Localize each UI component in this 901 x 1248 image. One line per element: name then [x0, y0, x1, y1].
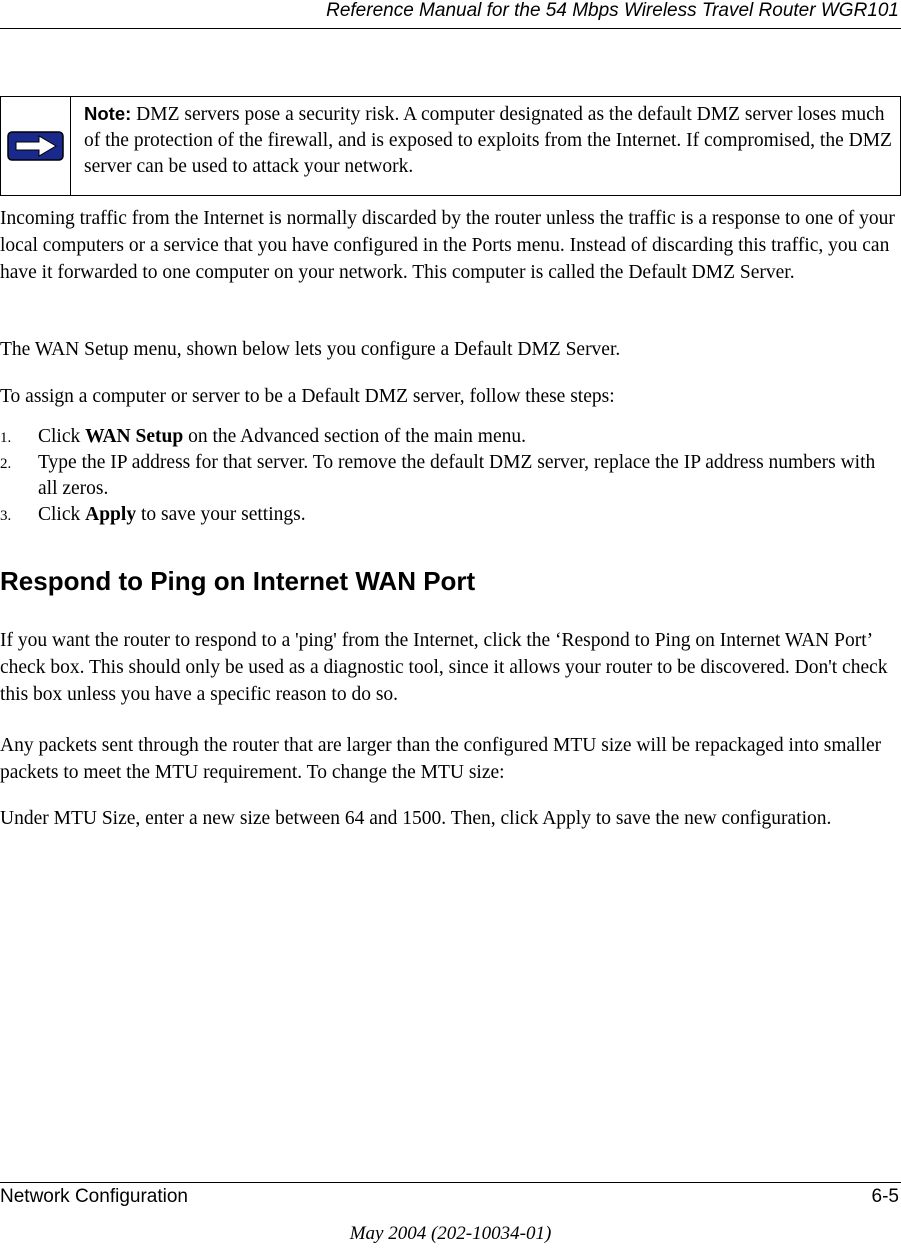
step-text: on the Advanced section of the main menu.	[183, 426, 526, 447]
step-text: Click	[38, 504, 86, 525]
paragraph-mtu: Any packets sent through the router that are larger than the configured MTU size will be repackaged into smaller packets to meet the MTU requirement. To change the MTU size:	[0, 735, 882, 783]
step-item	[0, 502, 899, 528]
step-number: 3.	[0, 508, 12, 524]
note-label: Note:	[84, 103, 132, 124]
header-divider	[0, 28, 901, 29]
paragraph-ping: If you want the router to respond to a 'ping' from the Internet, click the ‘Respond to Ping on Internet WAN Port’ check box. This should only be used as a diagnostic tool, since it allows your router to be discovered. Don't check this box unless you have a specific reason to do so.	[0, 630, 888, 705]
paragraph-dmz-intro: Incoming traffic from the Internet is normally discarded by the router unless the traffic is a response to one of your local computers or a service that you have configured in the Ports menu. Instead of discarding this traffic, you can have it forwarded to one computer on your network. This computer is called the Default DMZ Server.	[0, 208, 895, 283]
steps-list	[0, 424, 899, 528]
note-callout	[0, 96, 901, 196]
footer-page-number: 6-5	[871, 1186, 899, 1207]
footer-section-name: Network Configuration	[0, 1186, 188, 1207]
footer-divider	[0, 1182, 901, 1183]
step-bold: Apply	[85, 504, 137, 525]
step-item	[0, 424, 899, 450]
footer-date: May 2004 (202-10034-01)	[349, 1223, 552, 1244]
note-body: DMZ servers pose a security risk. A computer designated as the default DMZ server loses much of the protection of the firewall, and is exposed to exploits from the Internet. If compromised, the DMZ server can be used to attack your network.	[84, 104, 892, 177]
arrow-right-icon	[7, 131, 64, 161]
step-text: to save your settings.	[136, 504, 306, 525]
paragraph-wan-setup: The WAN Setup menu, shown below lets you configure a Default DMZ Server.	[0, 339, 621, 360]
paragraph-assign-steps: To assign a computer or server to be a Default DMZ server, follow these steps:	[0, 386, 615, 407]
note-icon-cell	[1, 97, 71, 195]
step-number: 2.	[0, 456, 12, 472]
step-text: Click	[38, 426, 86, 447]
step-text: Type the IP address for that server. To remove the default DMZ server, replace the IP address numbers with all zeros.	[38, 452, 876, 499]
step-item	[0, 450, 899, 502]
step-number: 1.	[0, 430, 12, 446]
note-text	[84, 101, 894, 180]
paragraph-mtu-size: Under MTU Size, enter a new size between 64 and 1500. Then, click Apply to save the new configuration.	[0, 808, 832, 829]
running-header-title: Reference Manual for the 54 Mbps Wireless Travel Router WGR101	[326, 0, 899, 21]
step-bold: WAN Setup	[85, 426, 184, 447]
section-heading: Respond to Ping on Internet WAN Port	[0, 566, 476, 596]
